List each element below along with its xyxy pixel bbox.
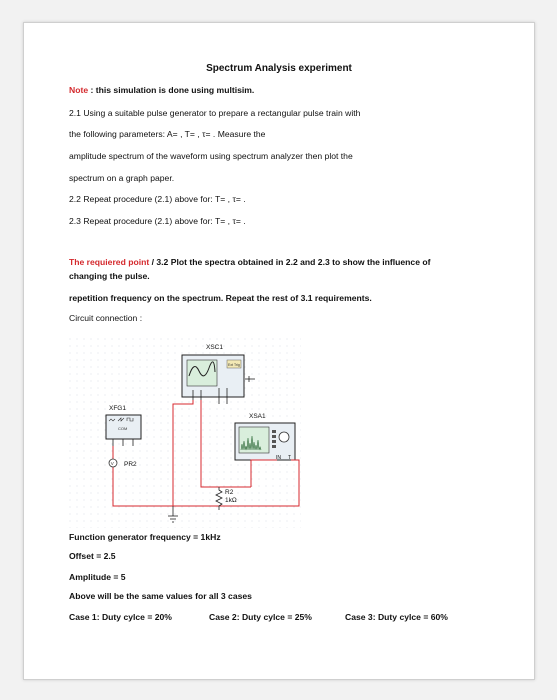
param-line-4: Above will be the same values for all 3 cases xyxy=(69,591,252,601)
oscilloscope-xsc1[interactable] xyxy=(182,355,255,400)
procedure-line-3: amplitude spectrum of the waveform using spectrum analyzer then plot the xyxy=(69,151,353,161)
case-3 xyxy=(345,612,448,622)
circuit-diagram xyxy=(69,338,301,528)
case-1-label: Case 1 xyxy=(69,612,97,622)
note-text: this simulation is done using multisim. xyxy=(95,85,255,95)
xfg-com-label: COM xyxy=(118,426,128,431)
param-line-1: Function generator frequency = 1kHz xyxy=(69,532,221,542)
case-1 xyxy=(69,612,209,622)
required-line-1 xyxy=(69,257,430,267)
procedure-line-2: the following parameters: A= , T= , τ= . Measure the xyxy=(69,129,266,139)
required-line-2: changing the pulse. xyxy=(69,271,150,281)
required-line-3: repetition frequency on the spectrum. Repeat the rest of 3.1 requirements. xyxy=(69,293,372,303)
required-text: / 3.2 Plot the spectra obtained in 2.2 and 2.3 to show the influence of xyxy=(149,257,431,267)
probe-v-label: V xyxy=(110,461,114,466)
xsa1-label: XSA1 xyxy=(249,413,266,420)
circuit-label: Circuit connection : xyxy=(69,313,143,323)
cases-line xyxy=(69,612,448,622)
note-line xyxy=(69,85,254,95)
xsa-in-label: IN xyxy=(276,455,281,461)
procedure-line-4: spectrum on a graph paper. xyxy=(69,173,175,183)
ext-trig-label: Ext Trig xyxy=(228,363,240,367)
case-3-label: Case 3 xyxy=(345,612,373,622)
case-3-text: : Duty cylce = 60% xyxy=(372,612,448,622)
xsa-t-label: T xyxy=(288,455,292,461)
page-title: Spectrum Analysis experiment xyxy=(206,63,352,74)
param-line-3: Amplitude = 5 xyxy=(69,572,126,582)
xfg1-label: XFG1 xyxy=(109,405,126,412)
r2-label: R2 xyxy=(225,489,234,496)
param-line-2: Offset = 2.5 xyxy=(69,551,116,561)
procedure-line-1: 2.1 Using a suitable pulse generator to prepare a rectangular pulse train with xyxy=(69,108,361,118)
case-2 xyxy=(209,612,345,622)
xsc1-label: XSC1 xyxy=(206,344,223,351)
procedure-line-6: 2.3 Repeat procedure (2.1) above for: T= , τ= . xyxy=(69,216,246,226)
spectrum-analyzer-xsa1[interactable] xyxy=(235,423,295,461)
case-2-text: : Duty cylce = 25% xyxy=(236,612,312,622)
case-2-label: Case 2 xyxy=(209,612,237,622)
procedure-line-5: 2.2 Repeat procedure (2.1) above for: T= , τ= . xyxy=(69,194,246,204)
case-1-text: : Duty cylce = 20% xyxy=(96,612,172,622)
note-separator: : xyxy=(88,85,96,95)
document-page xyxy=(23,22,535,680)
pr2-label: PR2 xyxy=(124,461,137,468)
note-label: Note xyxy=(69,85,89,95)
r2-value: 1kΩ xyxy=(225,497,237,504)
required-label: The requiered point xyxy=(69,257,150,267)
